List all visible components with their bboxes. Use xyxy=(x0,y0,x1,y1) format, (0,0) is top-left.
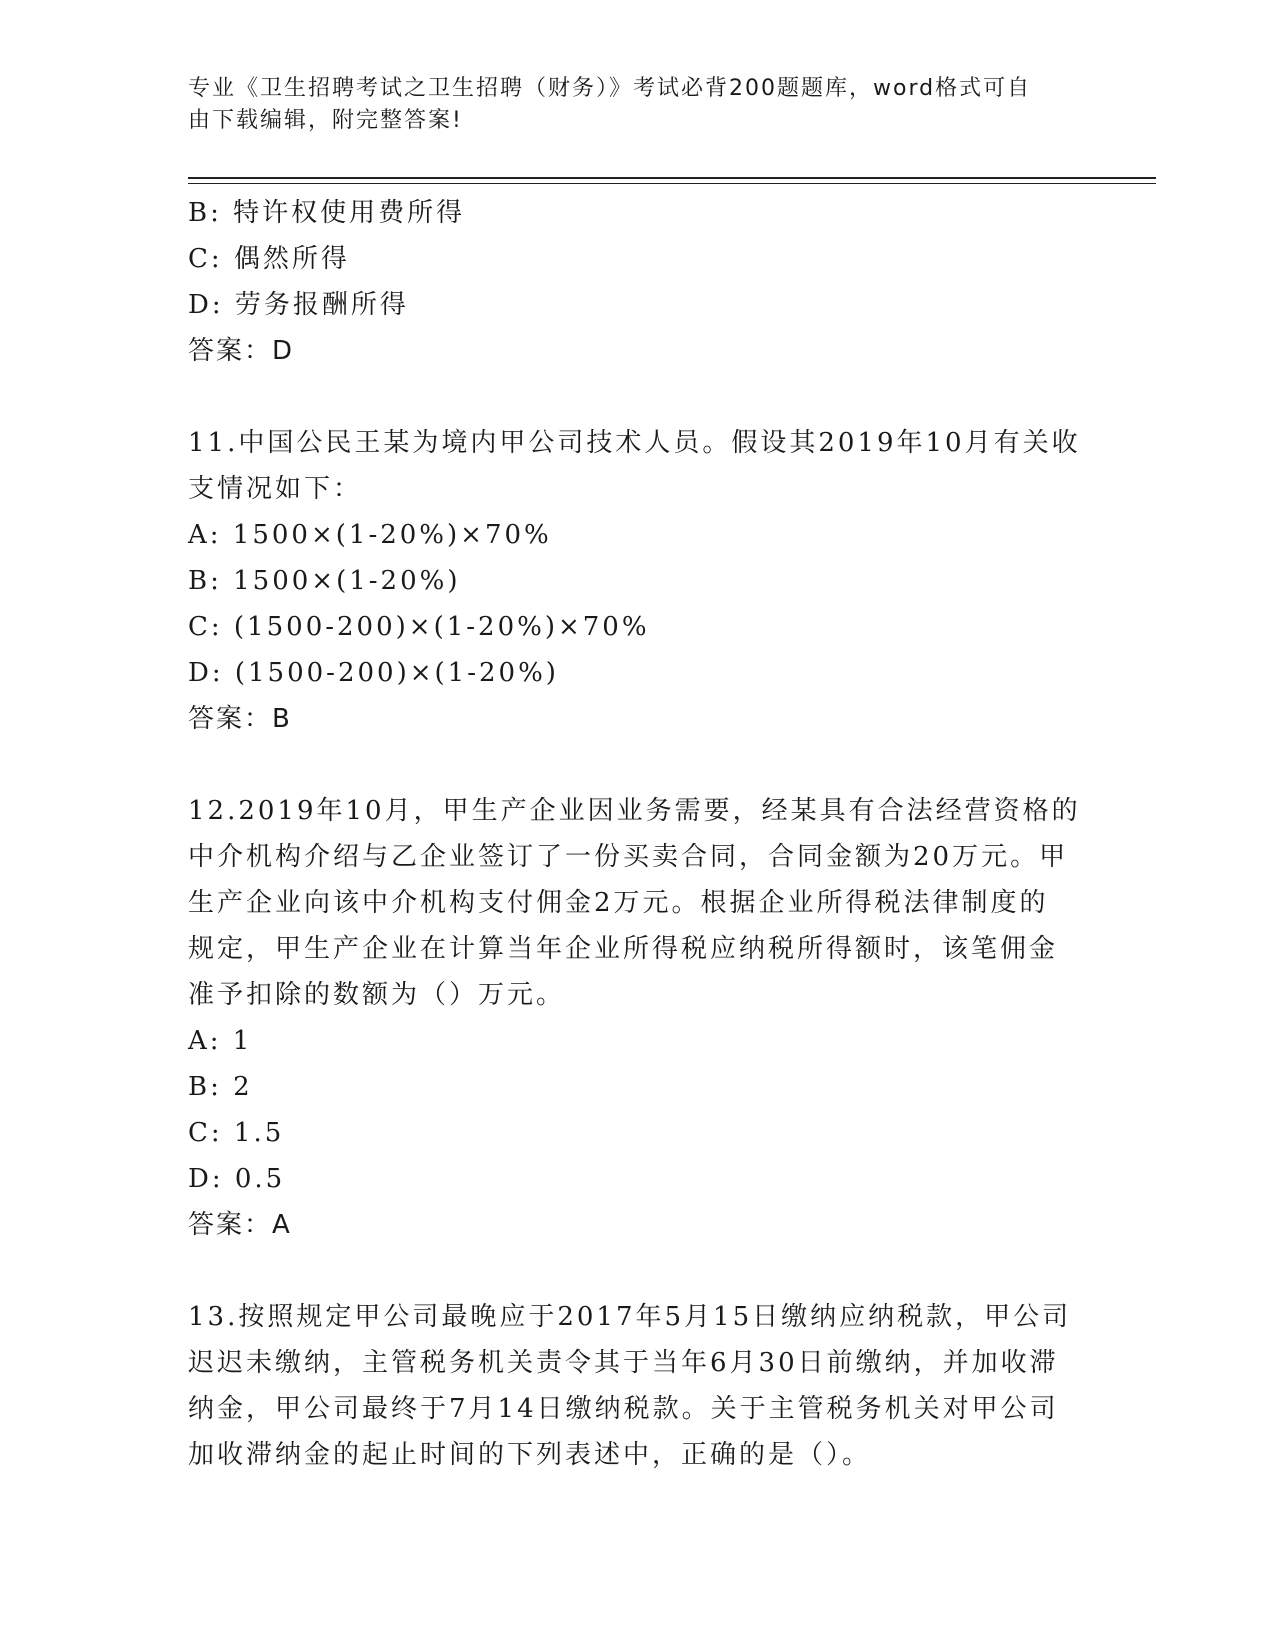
option-a: A: 1500×(1-20%)×70% xyxy=(188,520,552,550)
header-rule-thin xyxy=(188,183,1156,184)
option-c: C: 偶然所得 xyxy=(188,244,350,274)
option-d: D: (1500-200)×(1-20%) xyxy=(188,658,559,688)
option-d: D: 劳务报酬所得 xyxy=(188,290,409,320)
header-rule-thick xyxy=(188,177,1156,179)
spacer xyxy=(188,1248,1078,1294)
question-stem-line: 中介机构介绍与乙企业签订了一份买卖合同，合同金额为20万元。甲 xyxy=(188,842,1069,872)
option-b: B: 2 xyxy=(188,1072,253,1102)
option-a: A: 1 xyxy=(188,1026,253,1056)
option-c: C: (1500-200)×(1-20%)×70% xyxy=(188,612,650,642)
answer-line: 答案：A xyxy=(188,1210,292,1240)
spacer xyxy=(188,742,1078,788)
header-line-2: 由下载编辑，附完整答案! xyxy=(188,108,463,133)
question-stem-line: 准予扣除的数额为（）万元。 xyxy=(188,980,566,1010)
document-header xyxy=(188,73,1088,137)
question-content xyxy=(188,190,1081,1478)
question-stem-line: 加收滞纳金的起止时间的下列表述中，正确的是（）。 xyxy=(188,1440,872,1470)
header-line-1: 专业《卫生招聘考试之卫生招聘（财务）》考试必背200题题库，word格式可自 xyxy=(188,76,1032,101)
question-stem-line: 规定，甲生产企业在计算当年企业所得税应纳税所得额时，该笔佣金 xyxy=(188,934,1059,964)
question-stem-line: 迟迟未缴纳，主管税务机关责令其于当年6月30日前缴纳，并加收滞 xyxy=(188,1348,1059,1378)
spacer xyxy=(188,374,1078,420)
question-10-tail xyxy=(188,190,1078,374)
question-stem-line: 支情况如下： xyxy=(188,474,363,504)
question-stem-line: 纳金，甲公司最终于7月14日缴纳税款。关于主管税务机关对甲公司 xyxy=(188,1394,1059,1424)
option-b: B: 特许权使用费所得 xyxy=(188,198,466,228)
question-stem-line: 12.2019年10月，甲生产企业因业务需要，经某具有合法经营资格的 xyxy=(188,796,1081,826)
question-11 xyxy=(188,420,1081,742)
option-b: B: 1500×(1-20%) xyxy=(188,566,461,596)
option-d: D: 0.5 xyxy=(188,1164,286,1194)
question-stem-line: 11.中国公民王某为境内甲公司技术人员。假设其2019年10月有关收 xyxy=(188,428,1081,458)
question-12 xyxy=(188,788,1081,1248)
answer-line: 答案：D xyxy=(188,336,295,366)
question-stem-line: 13.按照规定甲公司最晚应于2017年5月15日缴纳应纳税款，甲公司 xyxy=(188,1302,1072,1332)
question-stem-line: 生产企业向该中介机构支付佣金2万元。根据企业所得税法律制度的 xyxy=(188,888,1049,918)
answer-line: 答案：B xyxy=(188,704,292,734)
option-c: C: 1.5 xyxy=(188,1118,285,1148)
question-13 xyxy=(188,1294,1078,1478)
